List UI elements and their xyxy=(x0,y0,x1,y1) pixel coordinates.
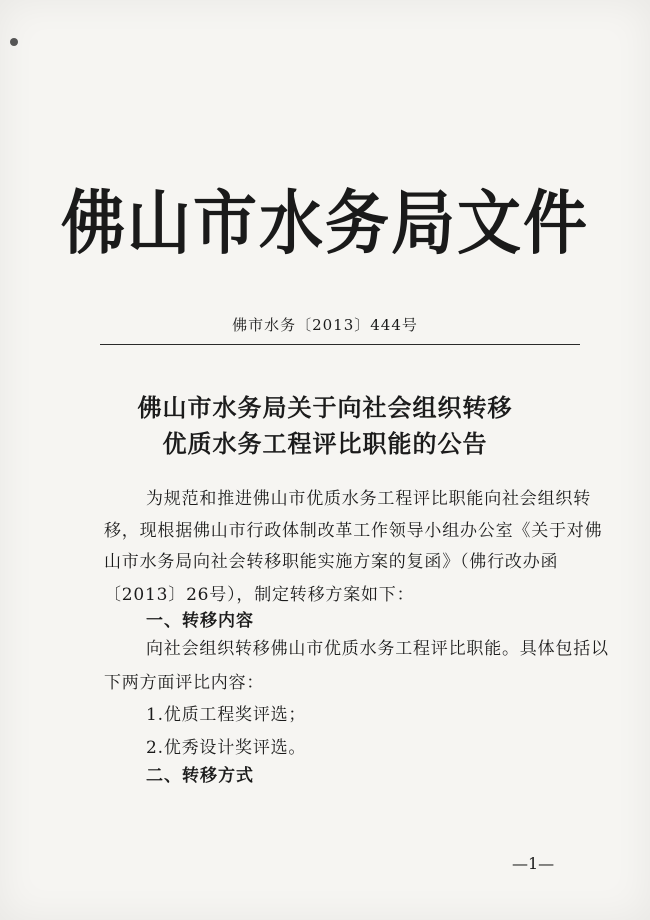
section-1-heading: 一、转移内容 xyxy=(146,611,254,631)
body-intro-line-1: 为规范和推进佛山市优质水务工程评比职能向社会组织转 xyxy=(146,489,591,509)
page-number: —1— xyxy=(512,854,555,873)
body-intro-line-4: 〔2013〕26号），制定转移方案如下： xyxy=(104,585,415,605)
section-2-heading: 二、转移方式 xyxy=(146,766,254,786)
notice-title-line-2: 优质水务工程评比职能的公告 xyxy=(162,429,488,458)
document-header-title: 佛山市水务局文件 xyxy=(61,184,589,265)
header-divider xyxy=(100,344,580,345)
show-through-bleed xyxy=(70,120,590,134)
list-item-2: 2.优秀设计奖评选。 xyxy=(146,738,307,758)
body-intro-line-2: 移，现根据佛山市行政体制改革工作领导小组办公室《关于对佛 xyxy=(104,521,603,541)
body-intro-line-3: 山市水务局向社会转移职能实施方案的复函》（佛行改办函 xyxy=(104,552,559,572)
punch-hole-mark xyxy=(10,38,18,46)
section-1-para-line-1: 向社会组织转移佛山市优质水务工程评比职能。具体包括以 xyxy=(146,639,609,659)
list-item-1: 1.优质工程奖评选； xyxy=(146,705,307,725)
document-number: 佛市水务〔2013〕444号 xyxy=(232,316,418,334)
notice-title-line-1: 佛山市水务局关于向社会组织转移 xyxy=(137,393,513,422)
section-1-para-line-2: 下两方面评比内容： xyxy=(104,673,265,693)
